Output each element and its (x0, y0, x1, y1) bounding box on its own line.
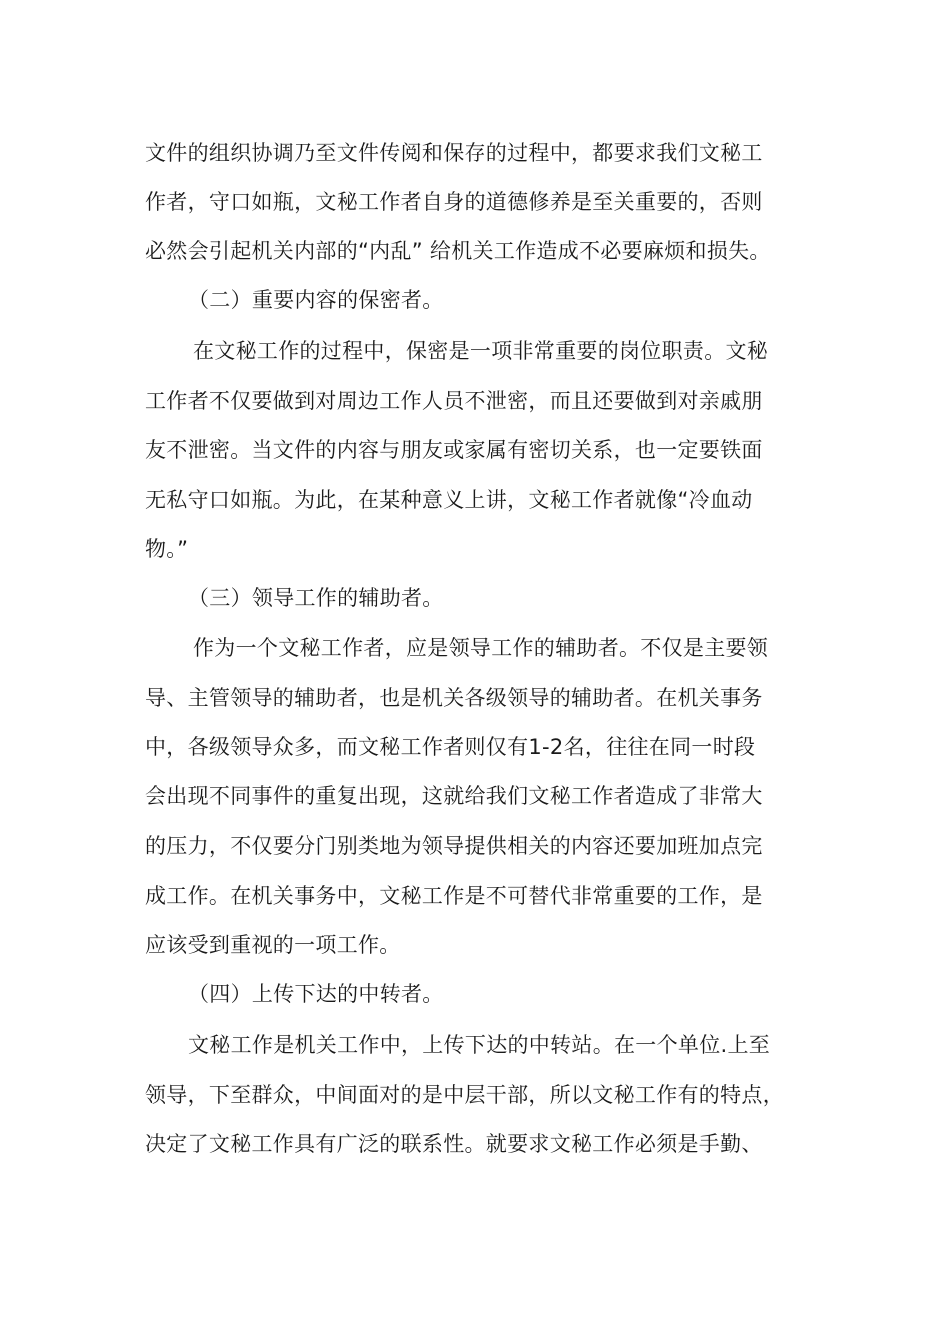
paragraph-line: 应该受到重视的一项工作。 (145, 933, 401, 957)
paragraph-line: 导、主管领导的辅助者，也是机关各级领导的辅助者。在机关事务 (145, 686, 763, 710)
section-heading-3: （三）领导工作的辅助者。 (188, 586, 444, 610)
paragraph-line: 中，各级领导众多，而文秘工作者则仅有1-2名，往往在同一时段 (145, 735, 756, 759)
paragraph-line: 领导，下至群众，中间面对的是中层干部，所以文秘工作有的特点， (145, 1083, 784, 1107)
paragraph-line: 决定了文秘工作具有广泛的联系性。就要求文秘工作必须是手勤、 (145, 1132, 763, 1156)
paragraph-line: 无私守口如瓶。为此，在某种意义上讲，文秘工作者就像“冷血动 (145, 488, 753, 512)
paragraph-line: 友不泄密。当文件的内容与朋友或家属有密切关系，也一定要铁面 (145, 438, 763, 462)
paragraph-line: 物。” (145, 537, 189, 561)
paragraph-line: 文件的组织协调乃至文件传阅和保存的过程中，都要求我们文秘工 (145, 141, 763, 165)
section-heading-4: （四）上传下达的中转者。 (188, 982, 444, 1006)
paragraph-line: 成工作。在机关事务中，文秘工作是不可替代非常重要的工作，是 (145, 884, 763, 908)
paragraph-line: 作为一个文秘工作者，应是领导工作的辅助者。不仅是主要领 (193, 636, 769, 660)
paragraph-line: 工作者不仅要做到对周边工作人员不泄密，而且还要做到对亲戚朋 (145, 389, 763, 413)
paragraph-line: 作者，守口如瓶，文秘工作者自身的道德修养是至关重要的，否则 (145, 190, 763, 214)
paragraph-line: 在文秘工作的过程中，保密是一项非常重要的岗位职责。文秘 (193, 339, 769, 363)
paragraph-line: 必然会引起机关内部的“内乱” 给机关工作造成不必要麻烦和损失。 (145, 239, 771, 263)
paragraph-line: 的压力，不仅要分门别类地为领导提供相关的内容还要加班加点完 (145, 834, 763, 858)
paragraph-line: 文秘工作是机关工作中，上传下达的中转站。在一个单位.上至 (188, 1033, 771, 1057)
section-heading-2: （二）重要内容的保密者。 (188, 288, 444, 312)
paragraph-line: 会出现不同事件的重复出现，这就给我们文秘工作者造成了非常大 (145, 784, 763, 808)
